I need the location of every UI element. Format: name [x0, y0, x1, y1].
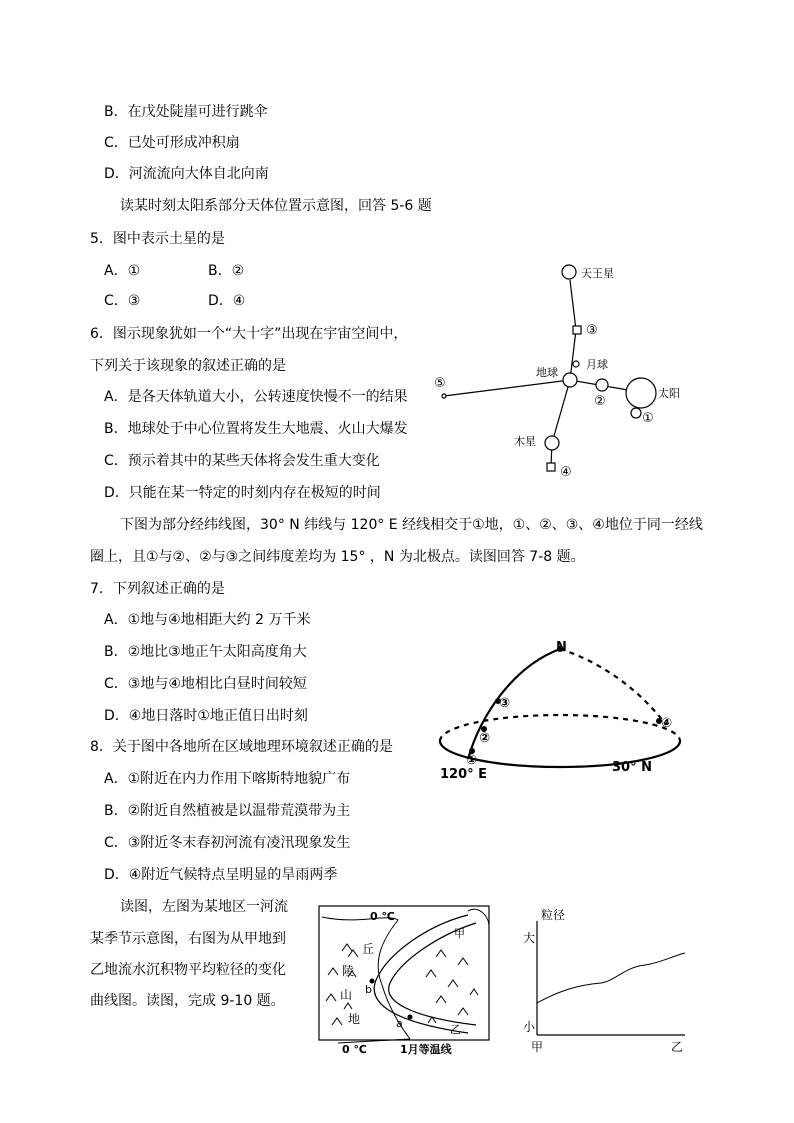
q8-option-a: A．①附近在内力作用下喀斯特地貌广布	[104, 771, 351, 787]
label-4: ④	[661, 716, 673, 731]
moon-dot	[573, 361, 579, 367]
hill-char-4: 地	[348, 1012, 361, 1026]
grain-size-chart	[505, 905, 689, 1057]
dot-2	[596, 379, 608, 391]
q8-option-c: C．③附近冬末春初河流有凌汛现象发生	[104, 835, 351, 851]
a-label: a	[396, 1017, 403, 1030]
q7-stem: 7．下列叙述正确的是	[90, 581, 225, 597]
intro-9-10-line2: 某季节示意图，右图为从甲地到	[90, 931, 286, 947]
intro-9-10-line1: 读图，左图为某地区一河流	[120, 899, 288, 915]
yi-label: 乙	[450, 1023, 461, 1036]
hill-char-1: 丘	[362, 942, 375, 956]
label-2: ②	[479, 731, 491, 746]
q5-option-c: C．③	[104, 293, 141, 309]
q8-stem: 8．关于图中各地所在区域地理环境叙述正确的是	[90, 739, 393, 755]
q4-option-b: B．在戊处陡崖可进行跳伞	[104, 104, 268, 120]
y-axis-label: 粒径	[541, 908, 566, 922]
q6-stem-line1: 6．图示现象犹如一个“大十字”出现在宇宙空间中，	[90, 326, 408, 342]
q8-option-d: D．④附近气候特点呈明显的旱雨两季	[104, 867, 338, 883]
longitude-label: 120° E	[440, 767, 488, 782]
q6-option-c: C．预示着其中的某些天体将会发生重大变化	[104, 453, 380, 469]
sun-dot	[626, 378, 656, 408]
q5-stem: 5．图中表示土星的是	[90, 231, 225, 247]
q6-option-b: B．地球处于中心位置将发生大地震、火山大爆发	[104, 421, 408, 437]
moon-label: 月球	[586, 358, 608, 371]
dot-1	[631, 408, 641, 418]
intro-9-10-line4: 曲线图。读图，完成 9-10 题。	[90, 993, 285, 1009]
solar-system-diagram	[430, 258, 680, 480]
dot-5	[442, 394, 446, 398]
q5-option-a: A．①	[104, 263, 141, 279]
point-a	[408, 1015, 413, 1020]
hill-char-2: 陵	[342, 964, 355, 978]
q8-option-b: B．②附近自然植被是以温带荒漠带为主	[104, 803, 351, 819]
label-1: ①	[642, 411, 654, 426]
uranus-dot	[562, 265, 576, 279]
intro-5-6: 读某时刻太阳系部分天体位置示意图，回答 5-6 题	[120, 198, 432, 214]
q6-option-a: A．是各天体轨道大小，公转速度快慢不一的结果	[104, 389, 408, 405]
label-1: ①	[466, 753, 478, 768]
q7-option-c: C．③地与④地相比白昼时间较短	[104, 676, 307, 692]
uranus-label: 天王星	[581, 267, 614, 280]
y-axis-big: 大	[523, 931, 536, 945]
intro-7-8-line1: 下图为部分经纬线图，30° N 纬线与 120° E 经线相交于①地，①、②、③、④地位于同一经线	[120, 517, 703, 533]
jia-label: 甲	[454, 927, 465, 940]
q5-option-b: B．②	[208, 263, 245, 279]
label-4: ④	[560, 465, 572, 480]
globe-diagram	[432, 637, 688, 782]
river-map	[318, 905, 496, 1057]
jupiter-label: 木星	[514, 435, 536, 448]
q4-option-c: C．已处可形成冲积扇	[104, 135, 240, 151]
intro-7-8-line2: 圈上，且①与②、②与③之间纬度差均为 15° ，N 为北极点。读图回答 7-8 题。	[90, 549, 585, 565]
jupiter-dot	[545, 436, 559, 450]
grain-size-curve	[537, 953, 685, 1003]
isotherm-bottom-label: 0 ℃	[342, 1043, 367, 1056]
label-5: ⑤	[434, 376, 446, 391]
sun-label: 太阳	[658, 387, 680, 400]
q6-stem-line2: 下列关于该现象的叙述正确的是	[90, 358, 286, 374]
dot-4	[547, 463, 555, 471]
intro-9-10-line3: 乙地流水沉积物平均粒径的变化	[90, 962, 286, 978]
label-2: ②	[594, 394, 606, 409]
q5-option-d: D．④	[208, 293, 246, 309]
latitude-label: 30° N	[612, 760, 652, 775]
isotherm-top-label: 0 ℃	[370, 910, 395, 923]
label-3: ③	[586, 323, 598, 338]
q7-option-d: D．④地日落时①地正值日出时刻	[104, 708, 308, 724]
b-label: b	[365, 983, 372, 996]
q4-option-d: D．河流流向大体自北向南	[104, 166, 269, 182]
q6-option-d: D．只能在某一特定的时刻内存在极短的时间	[104, 485, 381, 501]
dot-3	[573, 326, 581, 334]
x-axis-start: 甲	[531, 1040, 544, 1054]
isotherm-caption: 1月等温线	[400, 1043, 452, 1056]
x-axis-end: 乙	[671, 1040, 684, 1054]
y-axis-small: 小	[523, 1020, 536, 1034]
q7-option-a: A．①地与④地相距大约 2 万千米	[104, 612, 311, 628]
label-3: ③	[499, 696, 511, 711]
earth-dot	[563, 373, 577, 387]
hill-char-3: 山	[340, 988, 353, 1002]
q7-option-b: B．②地比③地正午太阳高度角大	[104, 644, 307, 660]
north-label: N	[556, 640, 567, 655]
earth-label: 地球	[536, 366, 558, 379]
